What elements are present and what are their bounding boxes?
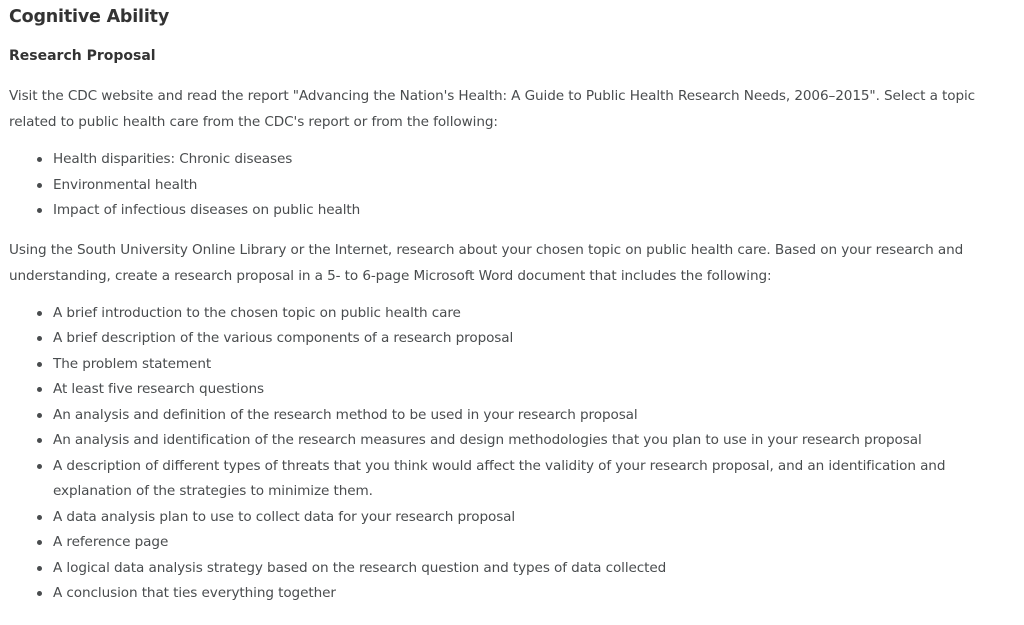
bullet-icon <box>37 387 42 392</box>
list-item-text: A conclusion that ties everything together <box>53 585 336 601</box>
bullet-icon <box>37 208 42 213</box>
list-item-text: An analysis and definition of the research method to be used in your research proposal <box>53 406 638 423</box>
list-item-text: A reference page <box>53 534 169 550</box>
list-item <box>53 454 1015 505</box>
list-item <box>53 403 1015 429</box>
list-item-text: An analysis and identification of the research measures and design methodologies that you plan to use in your research proposal <box>53 432 922 448</box>
list-item-text: A logical data analysis strategy based on the research question and types of data collected <box>53 559 667 576</box>
list-item <box>53 147 1015 173</box>
bullet-icon <box>37 413 42 418</box>
list-item-text: A brief introduction to the chosen topic on public health care <box>53 304 461 321</box>
bullet-icon <box>37 464 42 469</box>
topic-list <box>9 147 1015 224</box>
section-title: Research Proposal <box>9 48 156 64</box>
list-item <box>53 377 1015 403</box>
list-item <box>53 556 1015 582</box>
bullet-icon <box>37 311 42 316</box>
list-item <box>53 428 1015 454</box>
page-title: Cognitive Ability <box>9 7 170 27</box>
instructions-paragraph: Using the South University Online Library or the Internet, research about your chosen topic on public health care. Based on your research and understanding, create a research proposal in a 5- to 6-page Microsoft Word document that includes the following: <box>9 241 964 284</box>
list-item <box>53 198 1015 224</box>
list-item-text: A brief description of the various components of a research proposal <box>53 330 514 346</box>
requirements-list <box>9 301 1015 607</box>
list-item-text: Environmental health <box>53 176 198 193</box>
bullet-icon <box>37 157 42 162</box>
list-item-text: Impact of infectious diseases on public health <box>53 202 361 218</box>
list-item <box>53 505 1015 531</box>
list-item <box>53 301 1015 327</box>
bullet-icon <box>37 183 42 188</box>
bullet-icon <box>37 591 42 596</box>
list-item <box>53 581 1015 607</box>
list-item-text: At least five research questions <box>53 381 264 397</box>
list-item-text: A data analysis plan to use to collect data for your research proposal <box>53 508 516 525</box>
bullet-icon <box>37 540 42 545</box>
list-item <box>53 173 1015 199</box>
list-item-text: Health disparities: Chronic diseases <box>53 151 293 167</box>
list-item <box>53 352 1015 378</box>
bullet-icon <box>37 336 42 341</box>
bullet-icon <box>37 515 42 520</box>
list-item <box>53 326 1015 352</box>
list-item-text: A description of different types of threats that you think would affect the validity of your research proposal, and an identification and explanation of the strategies to minimize them. <box>53 457 946 499</box>
list-item <box>53 530 1015 556</box>
bullet-icon <box>37 566 42 571</box>
intro-paragraph: Visit the CDC website and read the report "Advancing the Nation's Health: A Guide to Public Health Research Needs, 2006–2015". Select a topic related to public health care from the CDC's report or from the following: <box>9 88 976 130</box>
bullet-icon <box>37 438 42 443</box>
bullet-icon <box>37 362 42 367</box>
list-item-text: The problem statement <box>53 355 212 372</box>
